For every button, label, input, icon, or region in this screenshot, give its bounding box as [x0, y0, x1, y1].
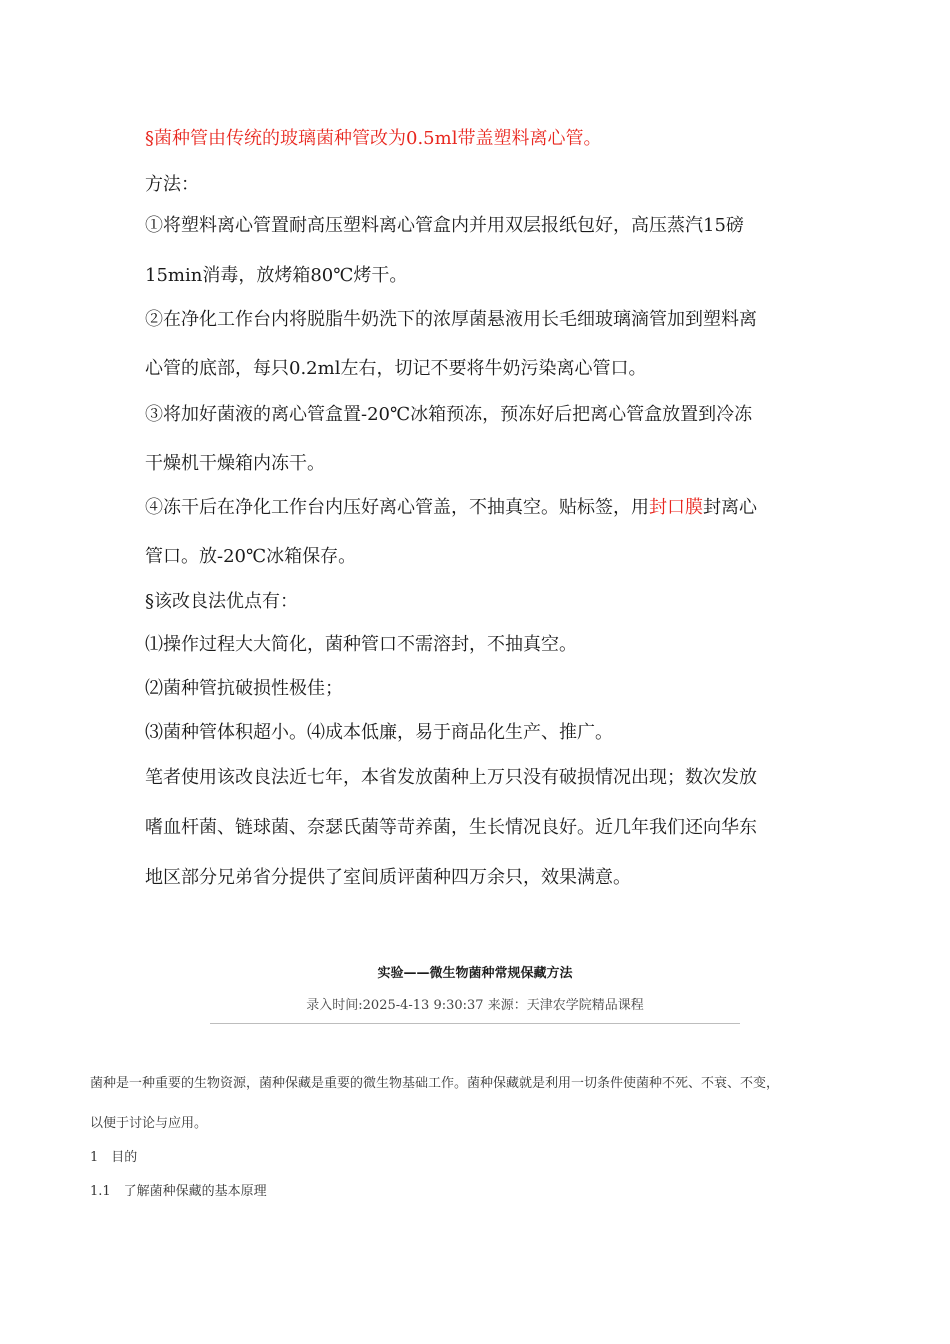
step-4-text-b: 封离心 [703, 497, 757, 518]
step-2-line-1: ②在净化工作台内将脱脂牛奶洗下的浓厚菌悬液用长毛细玻璃滴管加到塑料离 [145, 309, 757, 330]
section-1-heading: 1 目的 [90, 1150, 138, 1165]
step-1-line-2: 15min消毒，放烤箱80℃烤干。 [145, 265, 408, 286]
author-note-line-2: 嗜血杆菌、链球菌、奈瑟氏菌等苛养菌，生长情况良好。近几年我们还向华东 [145, 817, 757, 838]
step-2-line-2: 心管的底部，每只0.2ml左右，切记不要将牛奶污染离心管口。 [145, 358, 647, 379]
step-4-line-1 [145, 496, 815, 520]
intro-line-1: 菌种是一种重要的生物资源，菌种保藏是重要的微生物基础工作。菌种保藏就是利用一切条件使菌种不死、不衰、不变， [90, 1076, 780, 1091]
step-4-text-a: ④冻干后在净化工作台内压好离心管盖，不抽真空。贴标签，用 [145, 497, 649, 518]
advantage-2: ⑵菌种管抗破损性极佳； [145, 678, 343, 699]
step-4-line-2: 管口。放-20℃冰箱保存。 [145, 546, 357, 567]
author-note-line-1: 笔者使用该改良法近七年，本省发放菌种上万只没有破损情况出现；数次发放 [145, 767, 757, 788]
author-note-line-3: 地区部分兄弟省分提供了室间质评菌种四万余只，效果满意。 [145, 867, 631, 888]
article-meta: 录入时间:2025-4-13 9:30:37 来源：天津农学院精品课程 [306, 998, 644, 1013]
method-label: 方法： [145, 174, 199, 195]
section-1-1-heading: 1.1 了解菌种保藏的基本原理 [90, 1184, 267, 1199]
advantage-3-4: ⑶菌种管体积超小。⑷成本低廉，易于商品化生产、推广。 [145, 722, 613, 743]
article-title: 实验——微生物菌种常规保藏方法 [377, 966, 573, 981]
step-1-line-1: ①将塑料离心管置耐高压塑料离心管盒内并用双层报纸包好，高压蒸汽15磅 [145, 215, 744, 236]
advantage-1: ⑴操作过程大大简化，菌种管口不需溶封，不抽真空。 [145, 634, 577, 655]
advantages-heading: §该改良法优点有： [145, 591, 298, 612]
heading-tube-change: §菌种管由传统的玻璃菌种管改为0.5ml带盖塑料离心管。 [145, 128, 602, 149]
step-3-line-2: 干燥机干燥箱内冻干。 [145, 453, 325, 474]
seal-film-term: 封口膜 [649, 497, 703, 518]
title-divider [210, 1023, 740, 1024]
step-3-line-1: ③将加好菌液的离心管盒置-20℃冰箱预冻，预冻好后把离心管盒放置到冷冻 [145, 404, 753, 425]
intro-line-2: 以便于讨论与应用。 [90, 1116, 208, 1131]
